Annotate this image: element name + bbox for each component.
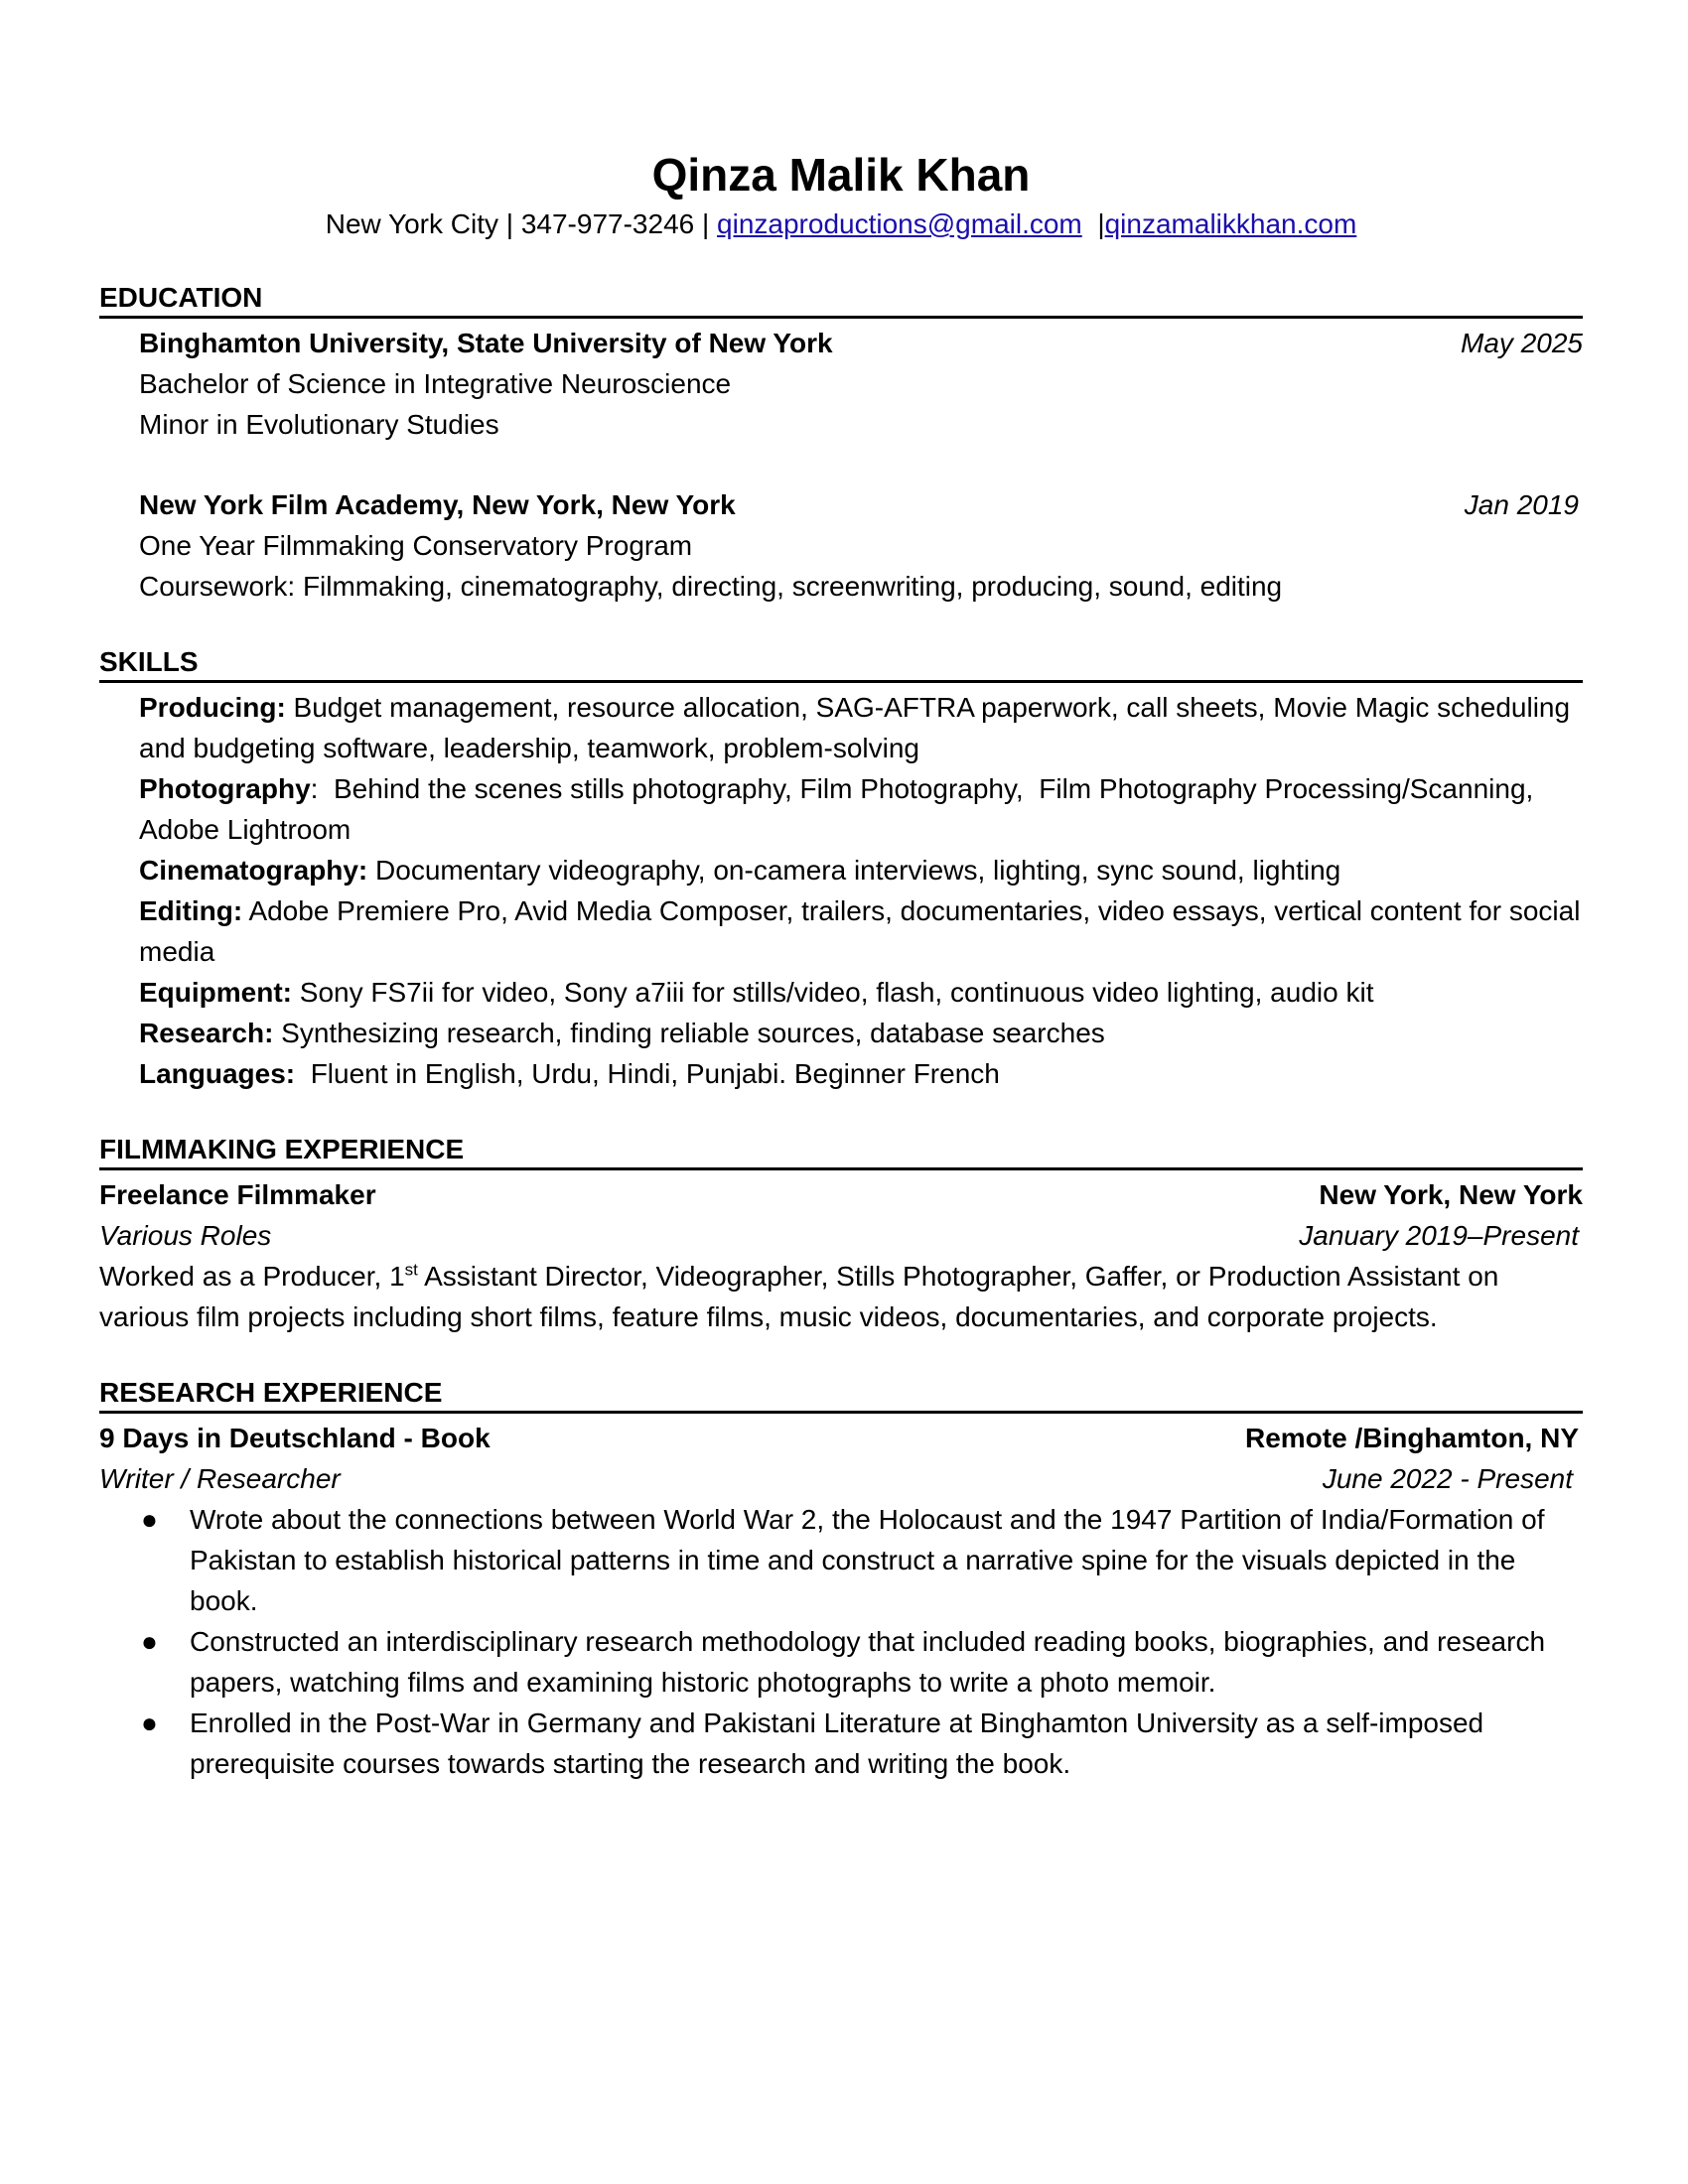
job-subheader — [99, 1458, 1583, 1499]
education-heading: EDUCATION — [99, 280, 1583, 319]
job-date: January 2019–Present — [1299, 1220, 1579, 1251]
research-bullets — [99, 1499, 1583, 1784]
filmmaking-heading: FILMMAKING EXPERIENCE — [99, 1132, 1583, 1170]
education-date: Jan 2019 — [1464, 489, 1579, 520]
skill-text: Fluent in English, Urdu, Hindi, Punjabi. Beginner French — [295, 1058, 1000, 1089]
program-line: One Year Filmmaking Conservatory Program — [139, 530, 693, 561]
contact-line — [99, 205, 1583, 244]
skill-text: Sony FS7ii for video, Sony a7iii for stills/video, flash, continuous video lighting, audio kit — [292, 977, 1374, 1008]
skill-text: Documentary videography, on-camera interviews, lighting, sync sound, lighting — [367, 855, 1341, 886]
research-section — [99, 1375, 1583, 1784]
skill-item — [99, 687, 1583, 768]
coursework-line: Coursework: Filmmaking, cinematography, directing, screenwriting, producing, sound, editing — [139, 571, 1283, 602]
minor-line: Minor in Evolutionary Studies — [139, 409, 499, 440]
skill-label: Research: — [139, 1018, 274, 1048]
skill-item — [99, 850, 1583, 890]
skill-label: Photography — [139, 773, 311, 804]
school-name: New York Film Academy, New York, New York — [139, 489, 736, 520]
bullet-icon: ● — [141, 1626, 158, 1657]
skill-text: Adobe Premiere Pro, Avid Media Composer, trailers, documentaries, video essays, vertical content for social media — [139, 895, 1589, 967]
skill-text: : Behind the scenes stills photography, Film Photography, Film Photography Processing/Scanning, Adobe Lightroom — [139, 773, 1540, 845]
filmmaking-section — [99, 1132, 1583, 1337]
job-header — [99, 1418, 1583, 1458]
bullet-text: Wrote about the connections between World War 2, the Holocaust and the 1947 Partition of India/Formation of Pakistan to establish historical patterns in time and construct a narrative spine for the visuals depicted in the book. — [190, 1504, 1545, 1616]
website-link[interactable]: qinzamalikkhan.com — [1104, 208, 1357, 239]
spacer — [99, 445, 1583, 484]
job-header — [99, 1174, 1583, 1215]
job-title: Freelance Filmmaker — [99, 1179, 376, 1210]
job-title: 9 Days in Deutschland - Book — [99, 1423, 491, 1453]
education-date: May 2025 — [1461, 328, 1583, 358]
research-heading: RESEARCH EXPERIENCE — [99, 1375, 1583, 1414]
list-item — [99, 1703, 1583, 1784]
job-description — [99, 1256, 1583, 1337]
description-rest: Assistant Director, Videographer, Stills Photographer, Gaffer, or Production Assistant on various film projects including short films, feature films, music videos, documentaries, and corporate projects. — [99, 1261, 1499, 1332]
job-role: Various Roles — [99, 1220, 272, 1251]
candidate-name: Qinza Malik Khan — [651, 149, 1031, 201]
list-item — [99, 1499, 1583, 1621]
skill-item — [99, 890, 1589, 972]
skill-item — [99, 1053, 1583, 1094]
list-item — [99, 1621, 1583, 1703]
skill-label: Editing: — [139, 895, 243, 926]
skill-text: Budget management, resource allocation, SAG-AFTRA paperwork, call sheets, Movie Magic scheduling and budgeting software, leadership, teamwork, problem-solving — [139, 692, 1578, 763]
skill-label: Producing: — [139, 692, 286, 723]
job-location: Remote /Binghamton, NY — [1244, 1423, 1579, 1453]
skill-label: Languages: — [139, 1058, 296, 1089]
education-section — [99, 280, 1583, 607]
education-entry — [99, 484, 1583, 525]
skill-text: Synthesizing research, finding reliable sources, database searches — [273, 1018, 1105, 1048]
ordinal-suffix: st — [404, 1260, 418, 1280]
skill-item — [99, 972, 1583, 1013]
school-name: Binghamton University, State University of New York — [139, 328, 833, 358]
job-location: New York, New York — [1319, 1179, 1583, 1210]
skill-label: Cinematography: — [139, 855, 368, 886]
job-subheader — [99, 1215, 1583, 1256]
bullet-icon: ● — [141, 1707, 158, 1738]
bullet-text: Constructed an interdisciplinary research methodology that included reading books, biographies, and research papers, watching films and examining historic photographs to write a photo memoir. — [190, 1626, 1546, 1698]
contact-details: New York City | 347-977-3246 | — [325, 208, 718, 239]
email-link[interactable]: qinzaproductions@gmail.com — [717, 208, 1082, 239]
degree-line: Bachelor of Science in Integrative Neuroscience — [139, 368, 732, 399]
skills-heading: SKILLS — [99, 644, 1583, 683]
description-start: Worked as a Producer, 1 — [99, 1261, 405, 1292]
contact-separator: | — [1081, 208, 1105, 239]
education-entry — [99, 323, 1583, 363]
bullet-text: Enrolled in the Post-War in Germany and Pakistani Literature at Binghamton University as a self-imposed prerequisite courses towards starting the research and writing the book. — [190, 1707, 1484, 1779]
job-date: June 2022 - Present — [1322, 1463, 1573, 1494]
skill-item — [99, 1013, 1583, 1053]
job-role: Writer / Researcher — [99, 1463, 341, 1494]
skill-label: Equipment: — [139, 977, 292, 1008]
skills-section — [99, 644, 1589, 1094]
resume-page — [99, 147, 1589, 1784]
skill-item — [99, 768, 1583, 850]
bullet-icon: ● — [141, 1504, 158, 1535]
